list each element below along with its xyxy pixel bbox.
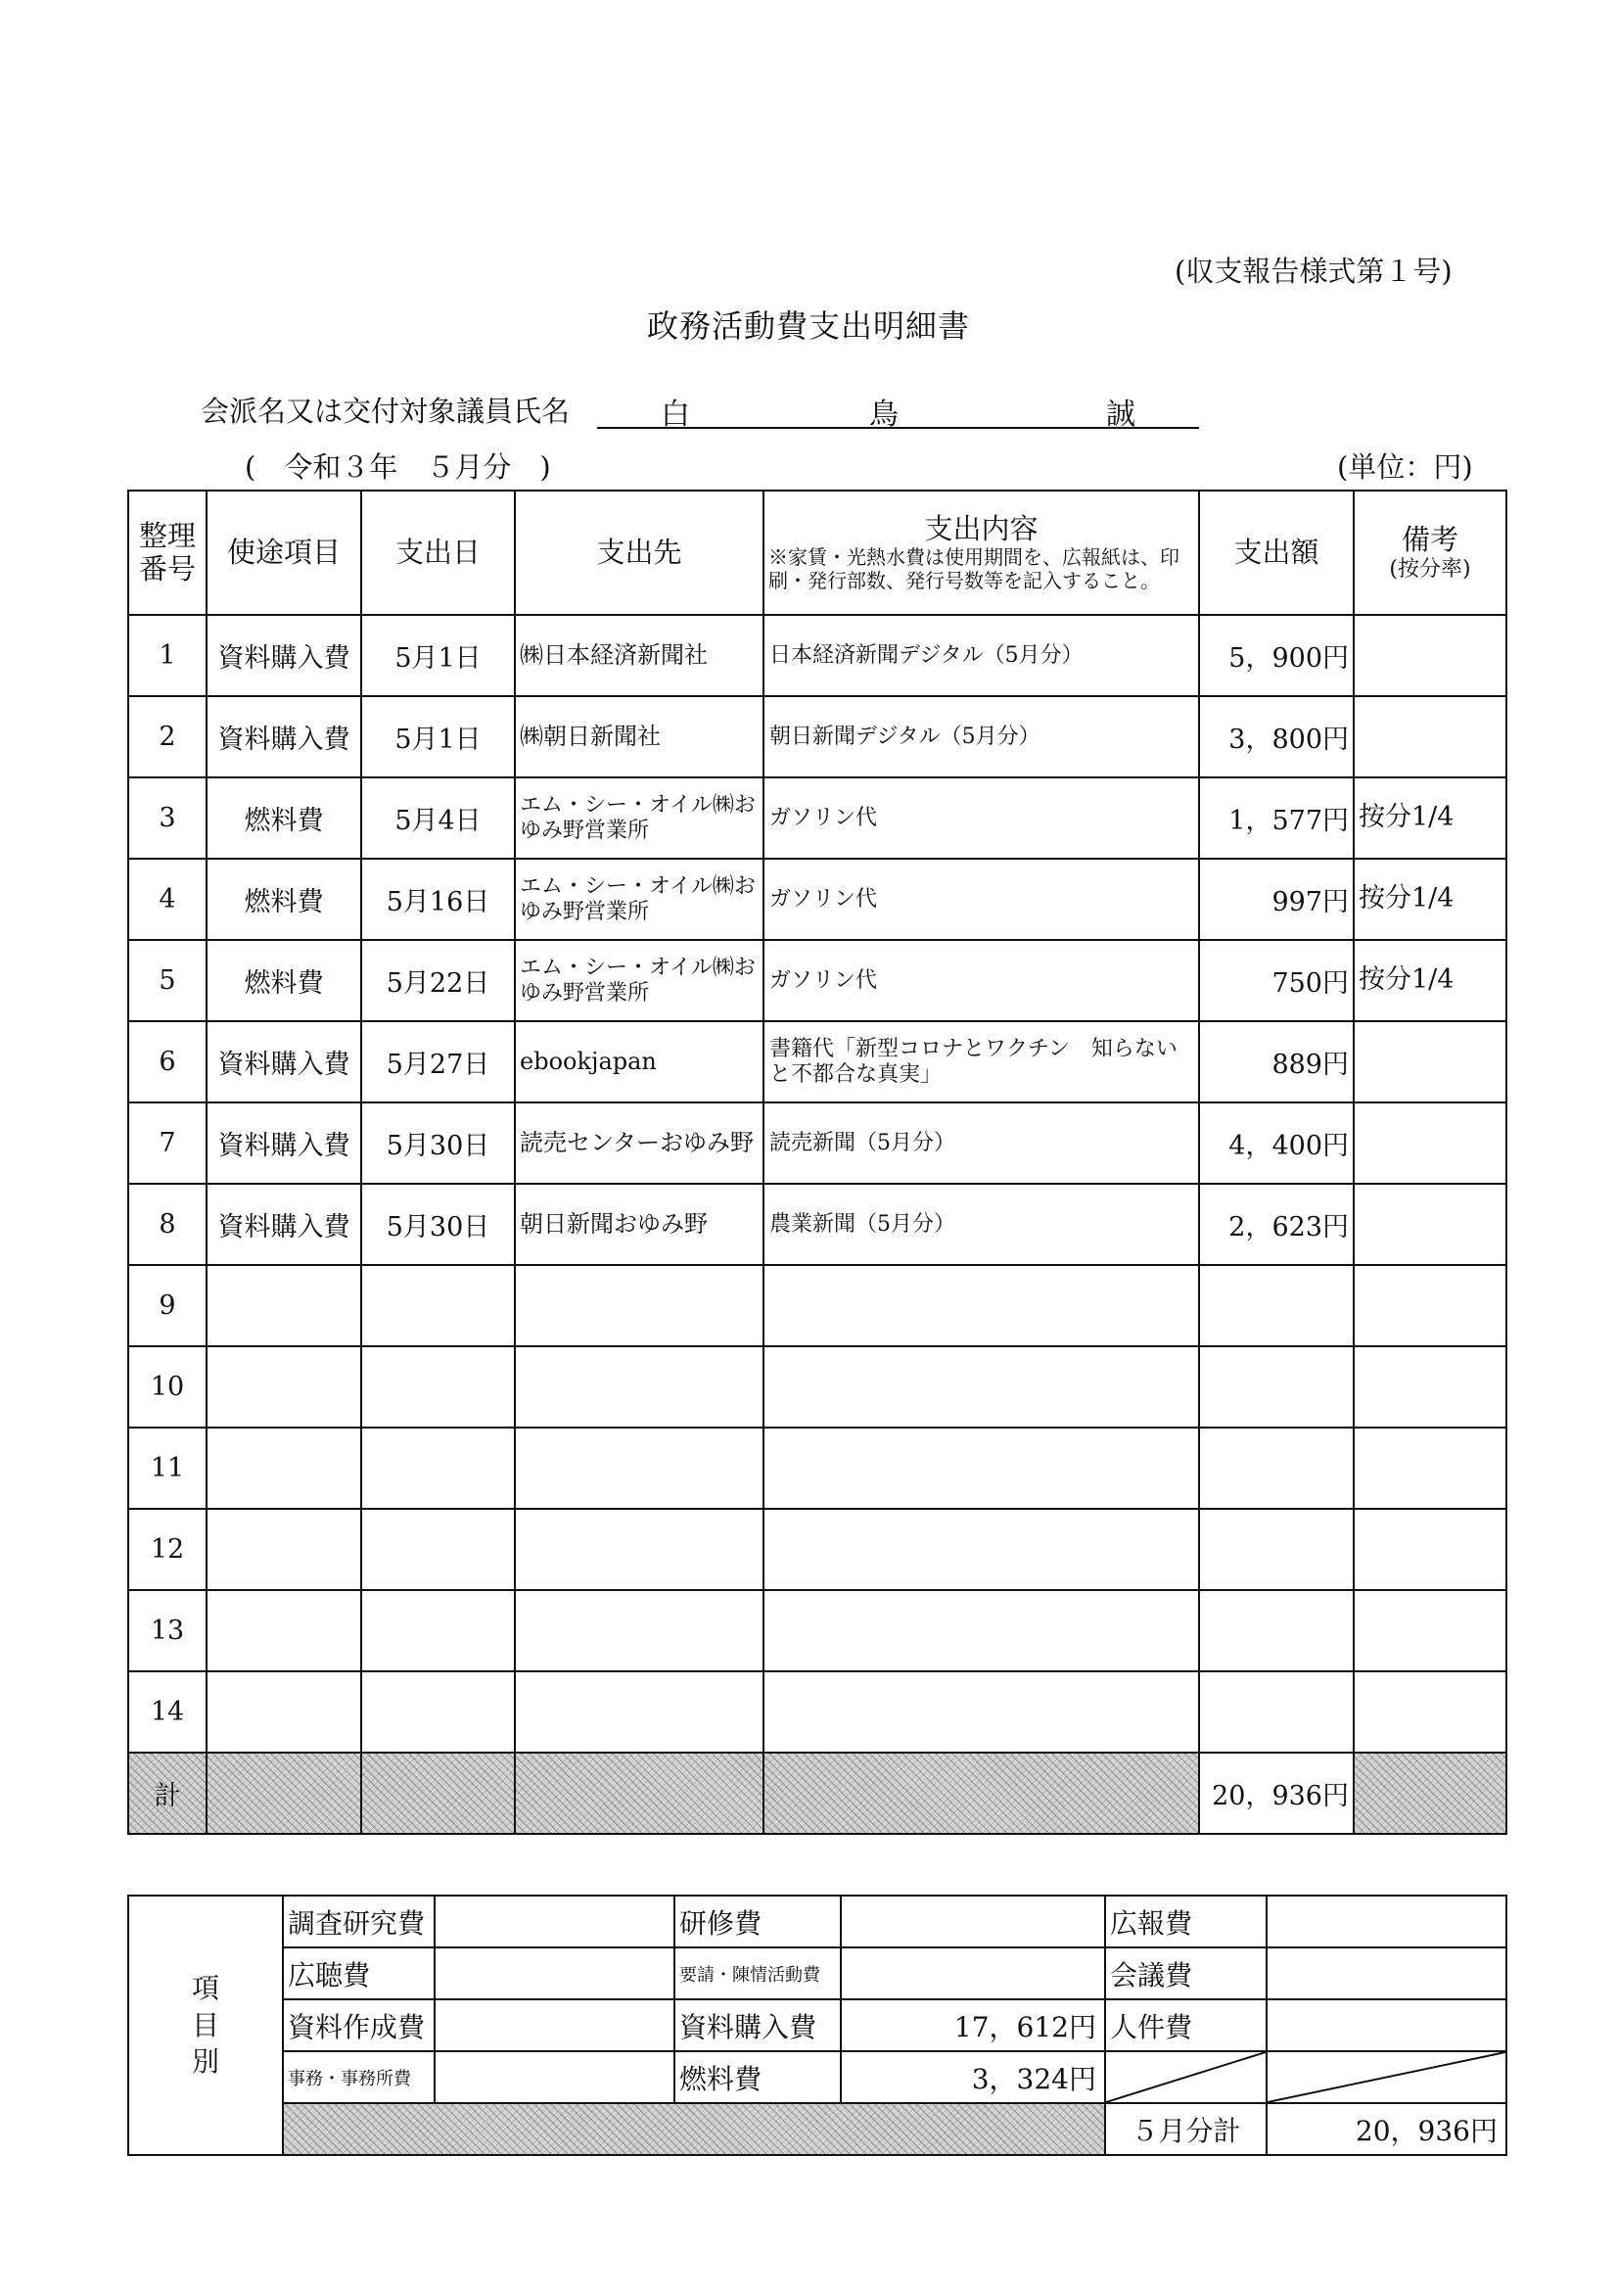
row-purpose: 燃料費 — [207, 859, 361, 940]
row-payee: 読売センターおゆみ野 — [515, 1102, 763, 1184]
row-number: 10 — [128, 1346, 207, 1428]
row-purpose: 資料購入費 — [207, 615, 361, 696]
row-date — [361, 1590, 515, 1671]
total-blank — [1354, 1753, 1506, 1834]
row-amount: 750円 — [1199, 940, 1354, 1021]
table-row — [128, 696, 1506, 777]
row-payee — [515, 1346, 763, 1428]
row-payee: ebookjapan — [515, 1021, 763, 1102]
summary-slash-cell — [1105, 2051, 1267, 2103]
row-date: 5月16日 — [361, 859, 515, 940]
row-content: ガソリン代 — [763, 940, 1199, 1021]
row-content — [763, 1509, 1199, 1590]
row-number: 9 — [128, 1265, 207, 1346]
summary-item-value: 17，612円 — [841, 1999, 1105, 2051]
row-remarks — [1354, 1265, 1506, 1346]
row-amount: 889円 — [1199, 1021, 1354, 1102]
row-content — [763, 1671, 1199, 1753]
item-summary-table — [127, 1895, 1507, 2156]
row-content — [763, 1346, 1199, 1428]
row-payee — [515, 1590, 763, 1671]
summary-item-value — [841, 1947, 1105, 1999]
row-payee: 朝日新聞おゆみ野 — [515, 1184, 763, 1265]
month-total-value: 20，936円 — [1267, 2103, 1506, 2155]
row-purpose — [207, 1428, 361, 1509]
table-row — [128, 1102, 1506, 1184]
header-amount: 支出額 — [1199, 491, 1354, 615]
row-payee — [515, 1509, 763, 1590]
row-remarks — [1354, 1590, 1506, 1671]
row-payee: ㈱朝日新聞社 — [515, 696, 763, 777]
row-date: 5月1日 — [361, 696, 515, 777]
row-purpose — [207, 1590, 361, 1671]
row-date: 5月22日 — [361, 940, 515, 1021]
row-content: 朝日新聞デジタル（5月分） — [763, 696, 1199, 777]
row-number: 8 — [128, 1184, 207, 1265]
row-amount — [1199, 1265, 1354, 1346]
row-content — [763, 1428, 1199, 1509]
row-payee — [515, 1671, 763, 1753]
header-purpose: 使途項目 — [207, 491, 361, 615]
row-purpose: 資料購入費 — [207, 1102, 361, 1184]
table-row — [128, 615, 1506, 696]
row-number: 7 — [128, 1102, 207, 1184]
report-period: ( 令和３年 ５月分 ) — [245, 450, 551, 484]
summary-item-label: 事務・事務所費 — [283, 2051, 435, 2103]
row-payee: エム・シー・オイル㈱おゆみ野営業所 — [515, 940, 763, 1021]
row-payee: エム・シー・オイル㈱おゆみ野営業所 — [515, 777, 763, 859]
row-amount: 3，800円 — [1199, 696, 1354, 777]
row-amount — [1199, 1509, 1354, 1590]
row-number: 3 — [128, 777, 207, 859]
row-content: 書籍代「新型コロナとワクチン 知らないと不都合な真実」 — [763, 1021, 1199, 1102]
form-number: (収支報告様式第１号) — [1175, 255, 1453, 288]
table-row — [128, 1428, 1506, 1509]
summary-item-value — [435, 2051, 674, 2103]
summary-item-value — [841, 1896, 1105, 1947]
row-purpose — [207, 1265, 361, 1346]
row-content: 日本経済新聞デジタル（5月分） — [763, 615, 1199, 696]
summary-item-value — [1267, 1947, 1506, 1999]
summary-item-label: 広聴費 — [283, 1947, 435, 1999]
row-remarks — [1354, 1102, 1506, 1184]
row-remarks — [1354, 696, 1506, 777]
diagonal-slash-icon — [1106, 2052, 1266, 2102]
row-remarks — [1354, 1509, 1506, 1590]
total-blank — [763, 1753, 1199, 1834]
summary-item-value — [1267, 1896, 1506, 1947]
row-content — [763, 1590, 1199, 1671]
header-content — [763, 491, 1199, 615]
row-date — [361, 1671, 515, 1753]
row-remarks — [1354, 1428, 1506, 1509]
summary-item-label: 燃料費 — [674, 2051, 841, 2103]
row-date: 5月27日 — [361, 1021, 515, 1102]
row-amount — [1199, 1590, 1354, 1671]
summary-item-value — [435, 1999, 674, 2051]
row-amount: 5，900円 — [1199, 615, 1354, 696]
table-row — [128, 1671, 1506, 1753]
summary-item-label: 会議費 — [1105, 1947, 1267, 1999]
table-row — [128, 859, 1506, 940]
row-purpose — [207, 1509, 361, 1590]
row-number: 11 — [128, 1428, 207, 1509]
row-payee: エム・シー・オイル㈱おゆみ野営業所 — [515, 859, 763, 940]
row-date — [361, 1265, 515, 1346]
summary-item-label: 資料作成費 — [283, 1999, 435, 2051]
table-row — [128, 777, 1506, 859]
table-row — [128, 940, 1506, 1021]
header-date: 支出日 — [361, 491, 515, 615]
expense-table — [127, 490, 1507, 1835]
member-name — [597, 390, 1199, 432]
row-payee — [515, 1265, 763, 1346]
row-number: 1 — [128, 615, 207, 696]
row-remarks — [1354, 1346, 1506, 1428]
summary-item-label: 資料購入費 — [674, 1999, 841, 2051]
row-remarks — [1354, 1021, 1506, 1102]
row-purpose: 資料購入費 — [207, 1184, 361, 1265]
member-name-char: 白 — [661, 398, 690, 432]
summary-item-value — [1267, 1999, 1506, 2051]
member-name-char: 鳥 — [869, 398, 899, 432]
total-row — [128, 1753, 1506, 1834]
row-amount: 997円 — [1199, 859, 1354, 940]
total-amount: 20，936円 — [1199, 1753, 1354, 1834]
summary-item-value — [435, 1947, 674, 1999]
row-date: 5月4日 — [361, 777, 515, 859]
row-purpose: 燃料費 — [207, 940, 361, 1021]
summary-item-label: 調査研究費 — [283, 1896, 435, 1947]
row-date: 5月1日 — [361, 615, 515, 696]
table-row — [128, 1346, 1506, 1428]
row-remarks: 按分1/4 — [1354, 859, 1506, 940]
summary-item-value — [435, 1896, 674, 1947]
row-content: 農業新聞（5月分） — [763, 1184, 1199, 1265]
total-blank — [515, 1753, 763, 1834]
header-no: 整理番号 — [128, 491, 207, 615]
header-content-note: ※家賃・光熱水費は使用期間を、広報紙は、印刷・発行部数、発行号数等を記入すること。 — [768, 545, 1179, 593]
summary-label: 項目別 — [128, 1896, 283, 2155]
month-total-label: ５月分計 — [1105, 2103, 1267, 2155]
row-purpose: 資料購入費 — [207, 696, 361, 777]
header-content-title: 支出内容 — [924, 511, 1039, 545]
row-purpose — [207, 1671, 361, 1753]
row-payee — [515, 1428, 763, 1509]
table-row — [128, 1265, 1506, 1346]
row-number: 2 — [128, 696, 207, 777]
row-purpose: 燃料費 — [207, 777, 361, 859]
total-blank — [361, 1753, 515, 1834]
summary-item-label: 要請・陳情活動費 — [674, 1947, 841, 1999]
row-remarks: 按分1/4 — [1354, 777, 1506, 859]
member-name-label: 会派名又は交付対象議員氏名 — [201, 395, 571, 428]
row-amount — [1199, 1428, 1354, 1509]
row-content: 読売新聞（5月分） — [763, 1102, 1199, 1184]
summary-item-label: 研修費 — [674, 1896, 841, 1947]
table-row — [128, 1021, 1506, 1102]
row-remarks: 按分1/4 — [1354, 940, 1506, 1021]
row-number: 4 — [128, 859, 207, 940]
row-remarks — [1354, 615, 1506, 696]
row-number: 5 — [128, 940, 207, 1021]
summary-hatched-area — [283, 2103, 1105, 2155]
row-number: 6 — [128, 1021, 207, 1102]
row-amount: 1，577円 — [1199, 777, 1354, 859]
row-date — [361, 1346, 515, 1428]
total-blank — [207, 1753, 361, 1834]
header-remarks: 備考 (按分率) — [1354, 491, 1506, 615]
row-number: 14 — [128, 1671, 207, 1753]
summary-item-value: 3，324円 — [841, 2051, 1105, 2103]
page-title: 政務活動費支出明細書 — [646, 307, 970, 345]
row-payee: ㈱日本経済新聞社 — [515, 615, 763, 696]
diagonal-slash-icon — [1268, 2052, 1505, 2102]
member-name-char: 誠 — [1106, 398, 1135, 432]
row-purpose — [207, 1346, 361, 1428]
row-remarks — [1354, 1671, 1506, 1753]
row-amount — [1199, 1671, 1354, 1753]
row-date — [361, 1428, 515, 1509]
row-date: 5月30日 — [361, 1102, 515, 1184]
row-amount — [1199, 1346, 1354, 1428]
table-row — [128, 1590, 1506, 1671]
header-row — [128, 491, 1506, 615]
row-remarks — [1354, 1184, 1506, 1265]
table-row — [128, 1509, 1506, 1590]
summary-slash-cell — [1267, 2051, 1506, 2103]
row-number: 12 — [128, 1509, 207, 1590]
row-date — [361, 1509, 515, 1590]
unit-label: (単位：円) — [1337, 450, 1473, 484]
row-content: ガソリン代 — [763, 859, 1199, 940]
summary-item-label: 広報費 — [1105, 1896, 1267, 1947]
header-payee: 支出先 — [515, 491, 763, 615]
row-purpose: 資料購入費 — [207, 1021, 361, 1102]
summary-item-label: 人件費 — [1105, 1999, 1267, 2051]
table-row — [128, 1184, 1506, 1265]
row-date: 5月30日 — [361, 1184, 515, 1265]
row-number: 13 — [128, 1590, 207, 1671]
total-label: 計 — [128, 1753, 207, 1834]
row-content: ガソリン代 — [763, 777, 1199, 859]
row-content — [763, 1265, 1199, 1346]
row-amount: 4，400円 — [1199, 1102, 1354, 1184]
row-amount: 2，623円 — [1199, 1184, 1354, 1265]
